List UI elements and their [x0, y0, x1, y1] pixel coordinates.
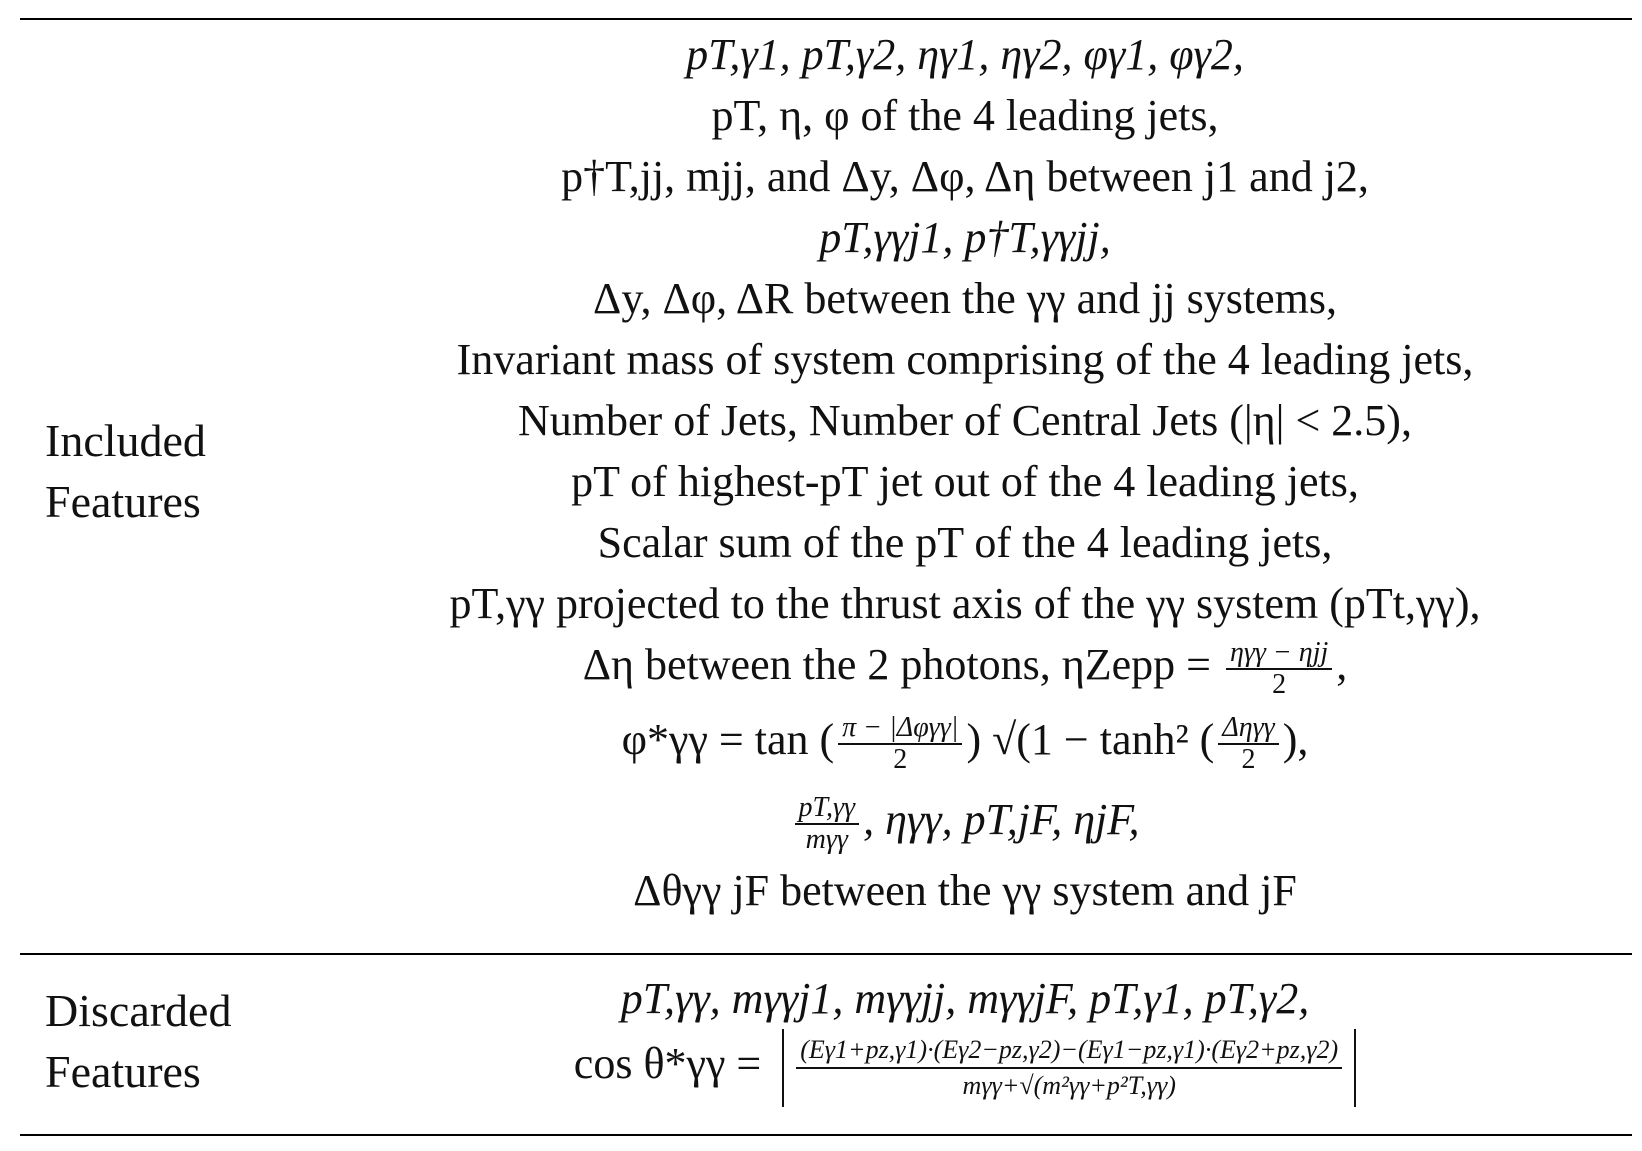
- phistar-numerator: π − |Δφγγ|: [838, 713, 962, 745]
- ratio-denominator: mγγ: [805, 823, 848, 855]
- zepp-suffix: ,: [1336, 640, 1348, 689]
- discarded-label-line1: Discarded: [45, 985, 232, 1036]
- discarded-line: pT,γγ, mγγj1, mγγjj, mγγjF, pT,γ1, pT,γ2,: [620, 974, 1310, 1023]
- phistar-fraction-2: [1218, 713, 1278, 775]
- zepp-denominator: 2: [1272, 668, 1287, 700]
- zepp-formula-line: [300, 634, 1630, 700]
- included-label-line1: Included: [45, 415, 206, 466]
- feature-line: pT of highest-pT jet out of the 4 leading jets,: [571, 457, 1359, 506]
- cos-theta-fraction: [782, 1029, 1356, 1107]
- phistar-formula-line: φ*γγ = tan ( $\frac{\text{π − |Δφγγ|}}{2}$ ) √(1 − tanh² ( $\frac{\text{Δηγγ}}{2}$ ),: [621, 711, 1309, 775]
- zepp-fraction: [1226, 638, 1332, 700]
- phistar-numerator-2: Δηγγ: [1218, 713, 1278, 745]
- phistar-mid: √(1 − tanh²: [992, 714, 1189, 764]
- table-top-rule: [20, 18, 1632, 20]
- cos-theta-prefix: cos θ*γγ =: [573, 1039, 762, 1089]
- table-bottom-rule: [20, 1134, 1632, 1136]
- feature-line: pT, η, φ of the 4 leading jets,: [711, 91, 1219, 140]
- feature-line: Δy, Δφ, ΔR between the γγ and jj systems,: [593, 274, 1337, 323]
- phistar-suffix: ),: [1282, 714, 1309, 764]
- cos-theta-denominator: mγγ+√(m²γγ+p²T,γγ): [962, 1071, 1176, 1100]
- cos-theta-formula-line: [300, 1029, 1630, 1107]
- phistar-denominator-2: 2: [1241, 743, 1256, 775]
- zepp-numerator: ηγγ − ηjj: [1226, 638, 1332, 670]
- included-features-label: [45, 410, 305, 532]
- feature-line: pT,γγ projected to the thrust axis of the γγ system (pTt,γγ),: [449, 579, 1481, 628]
- table-middle-rule: [20, 953, 1632, 955]
- phistar-denominator: 2: [893, 743, 908, 775]
- feature-line: Scalar sum of the pT of the 4 leading jets,: [597, 518, 1333, 567]
- feature-line: p†T,jj, mjj, and Δy, Δφ, Δη between j1 and j2,: [561, 152, 1369, 201]
- phistar-fraction: [838, 713, 962, 775]
- feature-line-last: Δθγγ jF between the γγ system and jF: [633, 865, 1297, 915]
- pt-over-mass-fraction: [795, 793, 860, 855]
- ratio-formula-line: [300, 780, 1630, 860]
- discarded-features-cell: [300, 968, 1630, 1107]
- zepp-prefix: Δη between the 2 photons, ηZepp =: [582, 640, 1211, 689]
- discarded-features-label: [45, 980, 305, 1102]
- feature-line: pT,γγj1, p†T,γγjj,: [819, 213, 1111, 262]
- feature-line: pT,γ1, pT,γ2, ηγ1, ηγ2, φγ1, φγ2,: [686, 30, 1244, 79]
- included-label-line2: Features: [45, 476, 201, 527]
- feature-line: Number of Jets, Number of Central Jets (|η| < 2.5),: [518, 396, 1412, 445]
- phistar-prefix: φ*γγ = tan: [621, 714, 809, 764]
- cos-theta-numerator: (Eγ1+pz,γ1)·(Eγ2−pz,γ2)−(Eγ1−pz,γ1)·(Eγ2+pz,γ2): [796, 1033, 1342, 1069]
- feature-line: Invariant mass of system comprising of the 4 leading jets,: [456, 335, 1474, 384]
- included-features-cell: [300, 24, 1630, 921]
- discarded-label-line2: Features: [45, 1046, 201, 1097]
- ratio-numerator: pT,γγ: [795, 793, 860, 825]
- ratio-suffix: , ηγγ, pT,jF, ηjF,: [863, 794, 1140, 844]
